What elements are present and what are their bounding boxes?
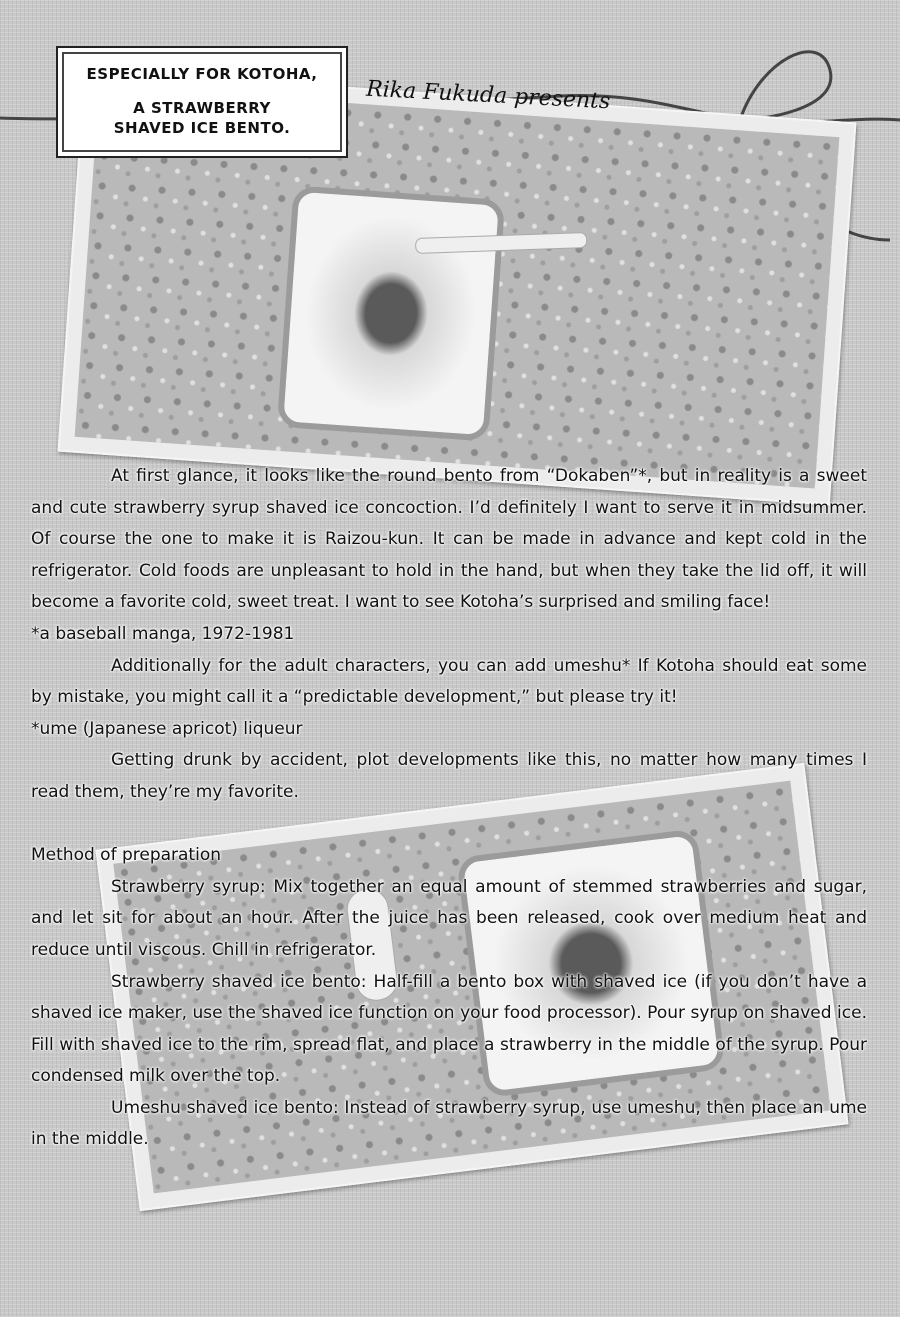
paragraph: Additionally for the adult characters, you can add umeshu* If Kotoha should eat some by mistake, you might call it a “predictable development,” but please try it! <box>31 655 867 708</box>
title-gap <box>58 84 346 98</box>
recipe-step: Strawberry shaved ice bento: Half-fill a bento box with shaved ice (if you don’t have a shaved ice maker, use the shaved ice function on your food processor). Pour syrup on shaved ice. Fill with shaved ice to the rim, spread flat, and place a strawberry in the middle of the syrup. Pour condensed milk over the top. <box>31 971 867 1087</box>
paragraph: Getting drunk by accident, plot developments like this, no matter how many times I read them, they’re my favorite. <box>31 750 867 802</box>
title-line: ESPECIALLY FOR KOTOHA, <box>86 65 318 83</box>
recipe-step: Strawberry syrup: Mix together an equal amount of stemmed strawberries and sugar, and let sit for about an hour. After the juice has been released, cook over medium heat and reduce until viscous. Chill in refrigerator. <box>31 876 867 960</box>
title-line: A STRAWBERRY <box>133 99 271 117</box>
bento-box-shaved-ice <box>277 185 505 441</box>
footnote: *a baseball manga, 1972-1981 <box>31 623 295 644</box>
footnote: *ume (Japanese apricot) liqueur <box>31 718 303 739</box>
section-heading: Method of preparation <box>31 845 221 866</box>
spacer <box>31 809 867 841</box>
recipe-step: Umeshu shaved ice bento: Instead of strawberry syrup, use umeshu, then place an ume in the middle. <box>31 1097 867 1150</box>
title-line: SHAVED ICE BENTO. <box>113 119 291 137</box>
article-body <box>31 461 867 1156</box>
title-box <box>56 46 348 158</box>
author-presents: Rika Fukuda presents <box>365 76 611 115</box>
paragraph: At first glance, it looks like the round bento from “Dokaben”*, but in reality is a sweet and cute strawberry syrup shaved ice concoction. I’d definitely I want to serve it in midsummer. Of course the one to make it is Raizou-kun. It can be made in advance and kept cold in the refrigerator. Cold foods are unpleasant to hold in the hand, but when they take the lid off, it will become a favorite cold, sweet treat. I want to see Kotoha’s surprised and smiling face! <box>31 466 867 613</box>
